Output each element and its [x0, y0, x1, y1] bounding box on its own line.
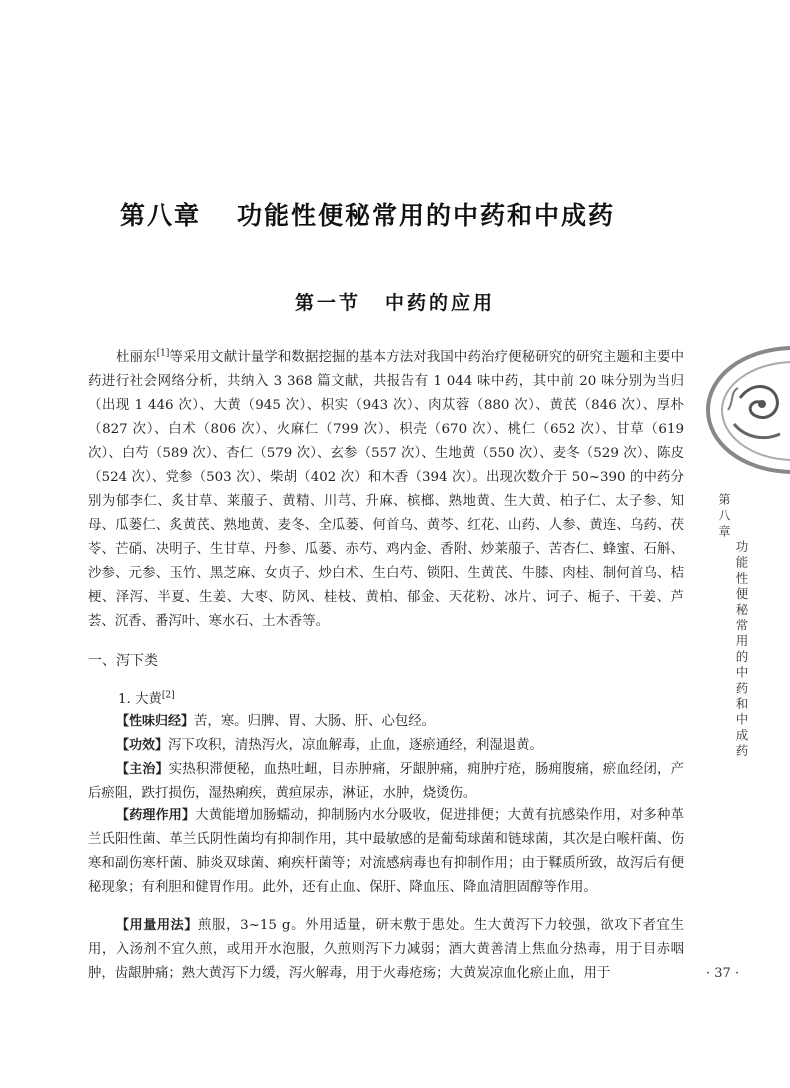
chapter-title — [120, 196, 680, 232]
entry-text: 实热积滞便秘，血热吐衄，目赤肿痛，牙龈肿痛，痈肿疔疮，肠痈腹痛，瘀血经闭，产后瘀阻，跌打损伤，湿热痢疾，黄疸尿赤，淋证，水肿，烧烫伤。 — [88, 762, 684, 801]
intro-author: 杜丽东 — [116, 350, 157, 365]
entry-label: 【用量用法】 — [116, 918, 198, 933]
herb-title — [118, 688, 175, 707]
entry-yaoli — [88, 804, 684, 900]
subheading: 一、泻下类 — [88, 653, 158, 669]
intro-reference: [1] — [156, 348, 170, 359]
entry-xingwei — [88, 710, 684, 734]
entry-label: 【主治】 — [116, 762, 169, 777]
entry-text: 泻下攻积，清热泻火，凉血解毒，止血，逐瘀通经，利湿退黄。 — [168, 738, 543, 753]
entry-label: 【功效】 — [116, 738, 169, 753]
section-title — [0, 288, 790, 315]
side-tab-chapter-number: 第八章 — [717, 493, 731, 541]
entry-label: 【药理作用】 — [116, 808, 196, 823]
entry-zhuzhi — [88, 758, 684, 806]
intro-text: 等采用文献计量学和数据挖掘的基本方法对我国中药治疗便秘研究的研究主题和主要中药进行社会网络分析，共纳入 3 368 篇文献，共报告有 1 044 味中药，其中前 20 味分别为当归（出现 1 446 次）、大黄（945 次）、枳实（943 次）、肉苁蓉（880 次）、黄芪（846 次）、厚朴（827 次）、白术（806 次）、火麻仁（799 次）、枳壳（670 次）、桃仁（652 次）、甘草（619 次）、白芍（589 次）、杏仁（579 次）、玄参（557 次）、生地黄（550 次）、麦冬（529 次）、陈皮（524 次）、党参（503 次）、柴胡（402 次）和木香（394 次）。出现次数介于 50~390 的中药分别为郁李仁、炙甘草、莱菔子、黄精、川芎、升麻、槟榔、熟地黄、生大黄、柏子仁、太子参、知母、瓜蒌仁、炙黄芪、熟地黄、麦冬、全瓜蒌、何首乌、黄芩、红花、山药、人参、黄连、乌药、茯苓、芒硝、决明子、生甘草、丹参、瓜蒌、赤芍、鸡内金、香附、炒莱菔子、苦杏仁、蜂蜜、石斛、沙参、元参、玉竹、黑芝麻、女贞子、炒白术、生白芍、锁阳、生黄芪、牛膝、肉桂、制何首乌、桔梗、泽泻、半夏、生姜、大枣、防风、桂枝、黄柏、郁金、天花粉、冰片、诃子、栀子、干姜、芦荟、沉香、番泻叶、寒水石、土木香等。 — [88, 350, 685, 629]
herb-reference: [2] — [161, 690, 175, 701]
entry-gongxiao — [88, 734, 684, 758]
entry-yongliang — [88, 914, 684, 986]
intro-paragraph — [88, 346, 684, 634]
herb-name: 1. 大黄 — [118, 692, 162, 707]
chapter-number: 第八章 — [120, 201, 202, 230]
section-number: 第一节 — [294, 292, 361, 314]
page-number: · 37 · — [706, 966, 740, 981]
entry-text: 煎服，3~15 g。外用适量，研末敷于患处。生大黄泻下力较强，欲攻下者宜生用，入汤剂不宜久煎，或用开水泡服，久煎则泻下力减弱；酒大黄善清上焦血分热毒，用于目赤咽肿，齿龈肿痛；熟大黄泻下力缓，泻火解毒，用于火毒疮疡；大黄炭凉血化瘀止血，用于 — [88, 918, 684, 981]
entry-label: 【性味归经】 — [116, 714, 195, 729]
side-tab-chapter-name: 功能性便秘常用的中药和中成药 — [734, 540, 749, 760]
ornament-icon — [700, 338, 790, 478]
entry-text: 苦，寒。归脾、胃、大肠、肝、心包经。 — [194, 714, 436, 729]
section-name: 中药的应用 — [385, 292, 496, 314]
chapter-name: 功能性便秘常用的中药和中成药 — [237, 201, 616, 230]
entry-text: 大黄能增加肠蠕动，抑制肠内水分吸收，促进排便；大黄有抗感染作用，对多种革兰氏阳性菌、革兰氏阴性菌均有抑制作用，其中最敏感的是葡萄球菌和链球菌，其次是白喉杆菌、伤寒和副伤寒杆菌、肺炎双球菌、痢疾杆菌等；对流感病毒也有抑制作用；由于鞣质所致，故泻后有便秘现象；有利胆和健胃作用。此外，还有止血、保肝、降血压、降血清胆固醇等作用。 — [88, 808, 684, 895]
